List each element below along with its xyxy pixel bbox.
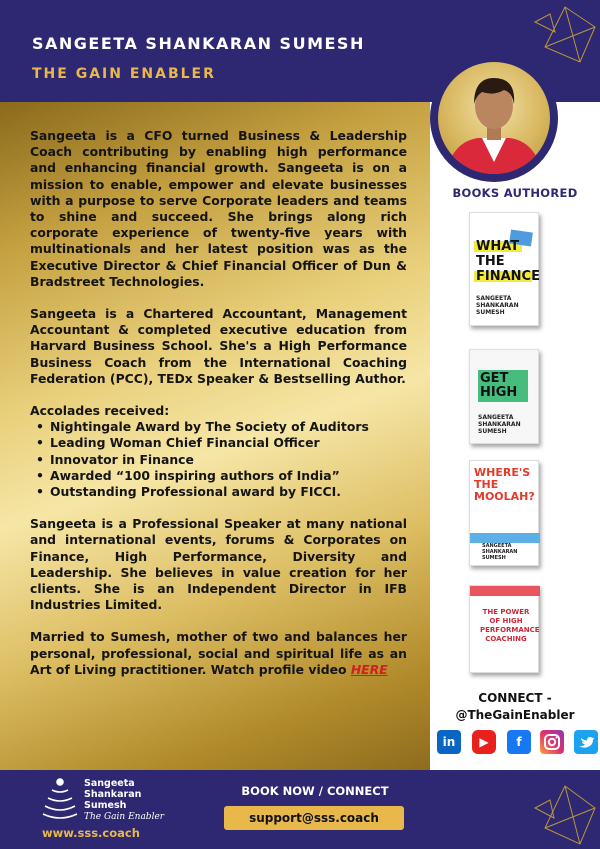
youtube-icon[interactable]: ▶ — [472, 730, 496, 754]
social-links — [437, 730, 593, 756]
logo-brand — [84, 778, 141, 811]
book-cover-get-high[interactable] — [469, 349, 539, 444]
bio-paragraph-4-wrap — [30, 629, 407, 678]
book-author: SANGEETA SHANKARAN SUMESH — [478, 414, 521, 435]
twitter-icon[interactable] — [574, 730, 598, 754]
bio-paragraph-4: Married to Sumesh, mother of two and balances her personal, professional, social and spiritual life as an Art of Living practitioner. Watch profile video — [30, 629, 407, 677]
instagram-glyph-icon — [540, 730, 564, 754]
list-item: • Awarded “100 inspiring authors of India” — [30, 468, 407, 484]
book-title: WHERE'S THE MOOLAH? — [474, 466, 535, 503]
connect-block — [430, 690, 600, 724]
list-item: • Outstanding Professional award by FICCI. — [30, 484, 407, 500]
avatar — [438, 62, 550, 174]
connect-label: CONNECT - — [478, 691, 552, 705]
tagline: THE GAIN ENABLER — [32, 66, 216, 82]
logo-line: Sangeeta — [84, 778, 135, 789]
logo-line: Sumesh — [84, 800, 127, 811]
cover-stripe — [470, 586, 540, 596]
website-link[interactable]: www.sss.coach — [42, 826, 140, 840]
bio-section — [30, 128, 407, 694]
book-author: SANGEETA SHANKARAN SUMESH — [476, 295, 519, 316]
video-link[interactable]: HERE — [350, 661, 388, 677]
email-button[interactable]: support@sss.coach — [224, 806, 404, 830]
diamond-decoration-icon — [520, 778, 600, 849]
book-cover-wheres-the-moolah[interactable] — [469, 460, 539, 566]
list-item: • Innovator in Finance — [30, 452, 407, 468]
person-name: SANGEETA SHANKARAN SUMESH — [32, 34, 365, 53]
bio-paragraph-3: Sangeeta is a Professional Speaker at many national and international events, forums & Corporates on Finance, High Performance, Diversity and Leadership. She believes in value creation for her clients. She is an Independent Director in IFB Industries Limited. — [30, 516, 407, 613]
list-item: • Leading Woman Chief Financial Officer — [30, 435, 407, 451]
instagram-icon[interactable] — [540, 730, 564, 754]
twitter-bird-icon — [574, 730, 598, 754]
accolades-list — [30, 419, 407, 500]
book-cover-power-of-coaching[interactable] — [469, 585, 539, 673]
diamond-decoration-icon — [525, 2, 600, 72]
meditation-logo-icon — [40, 776, 80, 822]
linkedin-icon[interactable]: in — [437, 730, 461, 754]
book-now-label: BOOK NOW / CONNECT — [241, 784, 389, 798]
logo-line: Shankaran — [84, 789, 142, 800]
book-title: THE POWER OF HIGH PERFORMANCE COACHING — [480, 608, 540, 643]
facebook-icon[interactable]: f — [507, 730, 531, 754]
connect-handle: @TheGainEnabler — [455, 708, 575, 722]
person-portrait-icon — [438, 62, 550, 174]
logo-tagline: The Gain Enabler — [84, 812, 165, 822]
accolades-title: Accolades received: — [30, 403, 170, 419]
book-title: WHAT THE FINANCE — [476, 239, 540, 284]
book-cover-what-the-finance[interactable] — [469, 212, 539, 326]
books-title: BOOKS AUTHORED — [452, 186, 578, 200]
list-item: • Nightingale Award by The Society of Auditors — [30, 419, 407, 435]
cover-stripe — [470, 533, 540, 543]
book-title: GET HIGH — [480, 371, 518, 400]
bio-paragraph-1: Sangeeta is a CFO turned Business & Leadership Coach contributing by enabling high performance and enhancing financial growth. Sangeeta is on a mission to enable, empower and elevate businesses with a purpose to serve Corporate leaders and teams to shine and succeed. She brings along rich corporate experience of twenty-five years with multinationals and her latest position was as the Executive Director & Chief Financial Officer of Dun & Bradstreet Technologies. — [30, 128, 407, 289]
bio-paragraph-2: Sangeeta is a Chartered Accountant, Management Accountant & completed executive education from Harvard Business School. She's a High Performance Business Coach from the International Coaching Federation (PCC), TEDx Speaker & Bestselling Author. — [30, 306, 407, 386]
book-author: SANGEETA SHANKARAN SUMESH — [482, 543, 518, 561]
